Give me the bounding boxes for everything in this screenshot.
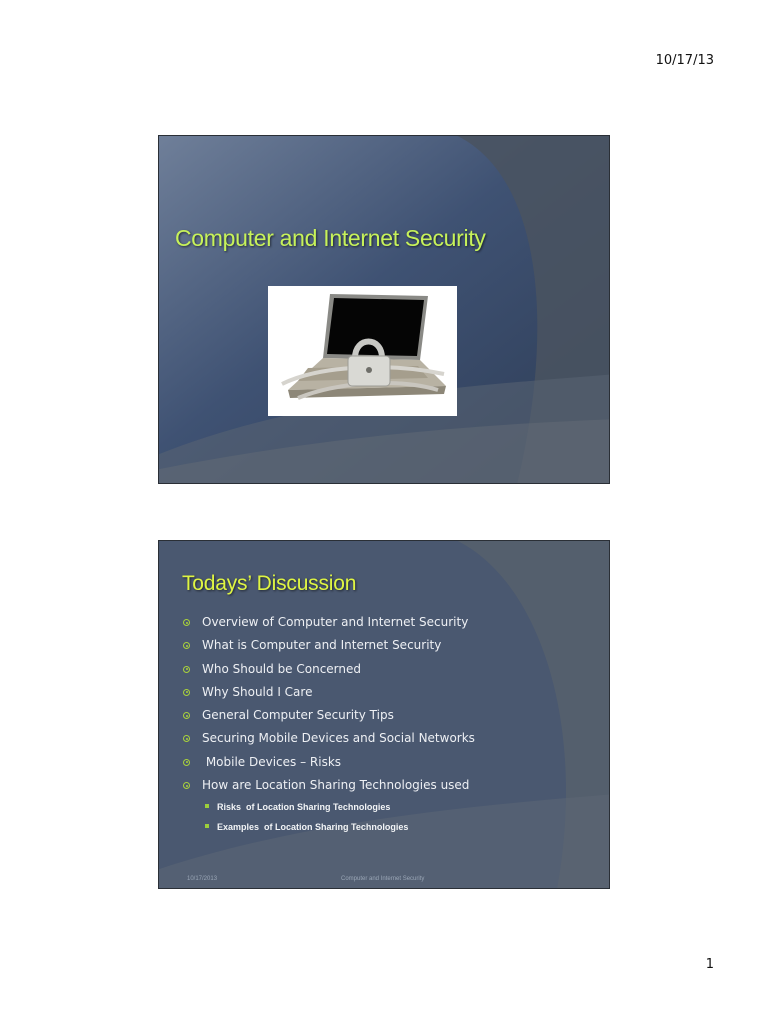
page-date: 10/17/13 bbox=[655, 53, 714, 68]
square-bullet-icon bbox=[205, 824, 209, 828]
list-item: Mobile Devices – Risks bbox=[183, 754, 475, 777]
bullet-marker-icon bbox=[183, 712, 190, 719]
sublist-item: Risks of Location Sharing Technologies bbox=[203, 801, 408, 821]
list-item: Securing Mobile Devices and Social Networks bbox=[183, 730, 475, 753]
slide-agenda bbox=[158, 540, 610, 889]
square-bullet-icon bbox=[205, 804, 209, 808]
list-item: Who Should be Concerned bbox=[183, 661, 475, 684]
agenda-list bbox=[183, 614, 475, 800]
bullet-marker-icon bbox=[183, 619, 190, 626]
list-item: Overview of Computer and Internet Security bbox=[183, 614, 475, 637]
page-number: 1 bbox=[705, 957, 714, 972]
bullet-marker-icon bbox=[183, 782, 190, 789]
slide-footer-date: 10/17/2013 bbox=[187, 876, 218, 882]
sublist-item: Examples of Location Sharing Technologies bbox=[203, 821, 408, 841]
bullet-marker-icon bbox=[183, 642, 190, 649]
slide-1-title: Computer and Internet Security bbox=[175, 225, 486, 251]
slide-footer-title: Computer and Internet Security bbox=[341, 876, 425, 882]
bullet-marker-icon bbox=[183, 666, 190, 673]
laptop-padlock-image bbox=[268, 286, 457, 416]
bullet-marker-icon bbox=[183, 735, 190, 742]
list-item: How are Location Sharing Technologies used bbox=[183, 777, 475, 800]
bullet-marker-icon bbox=[183, 759, 190, 766]
bullet-marker-icon bbox=[183, 689, 190, 696]
agenda-sublist bbox=[203, 801, 408, 841]
slide-title bbox=[158, 135, 610, 484]
list-item: General Computer Security Tips bbox=[183, 707, 475, 730]
slide-2-title: Todays’ Discussion bbox=[182, 572, 357, 595]
laptop-padlock-icon bbox=[268, 286, 457, 416]
list-item: What is Computer and Internet Security bbox=[183, 637, 475, 660]
list-item: Why Should I Care bbox=[183, 684, 475, 707]
